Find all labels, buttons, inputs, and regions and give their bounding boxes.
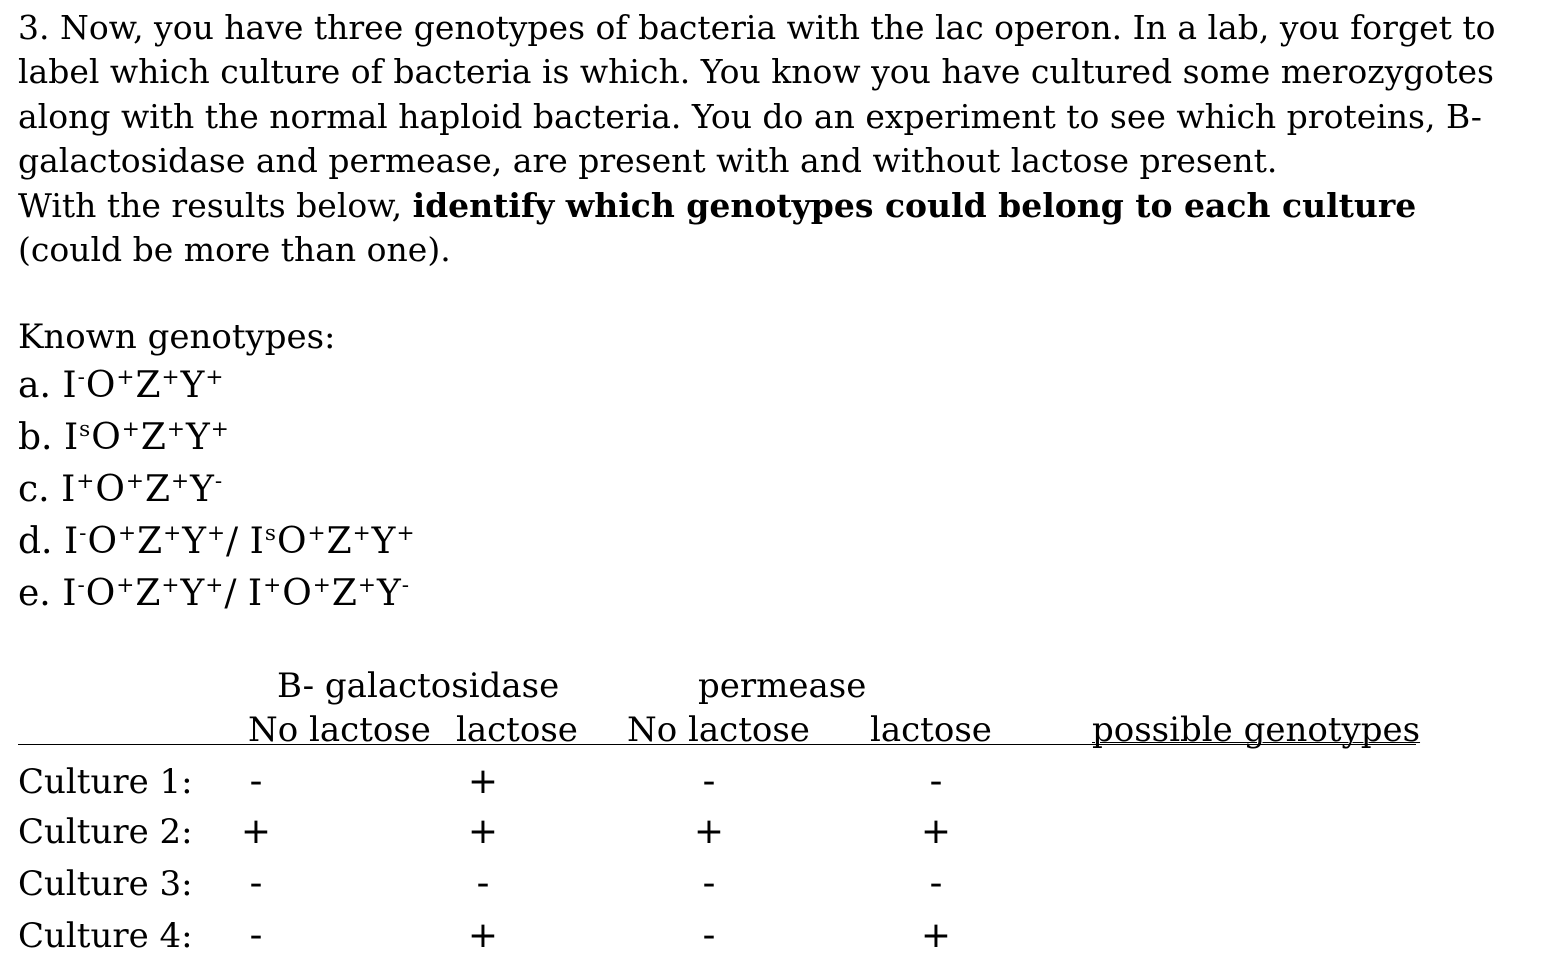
genotype-allele: -: [401, 572, 409, 598]
genotype-allele: +: [307, 520, 326, 546]
genotype-allele: +: [206, 520, 226, 546]
genotype-gene: I: [62, 365, 77, 406]
genotype-gene: O: [85, 365, 116, 406]
instruction-bold: identify which genotypes could belong to each culture: [412, 185, 1417, 225]
row-label: Culture 1:: [18, 762, 193, 802]
genotype-gene: Y: [180, 573, 205, 614]
genotype-allele: +: [117, 520, 137, 546]
genotype-allele: +: [116, 572, 135, 598]
genotype-gene: O: [276, 521, 307, 562]
genotype-letter: e.: [18, 573, 63, 614]
genotype-gene: Z: [145, 469, 171, 510]
genotype-gene: O: [95, 469, 125, 510]
table-rule: [18, 744, 1416, 745]
genotype-allele: -: [214, 468, 223, 494]
col-bgal-lactose: lactose: [456, 710, 578, 750]
header-bgal: B- galactosidase: [277, 666, 560, 706]
genotype-allele: +: [312, 572, 331, 598]
genotype-gene: Y: [371, 521, 396, 562]
table-cell: -: [702, 915, 716, 956]
genotype-gene: /: [226, 521, 250, 562]
table-cell: +: [467, 811, 499, 852]
genotype-allele: +: [171, 468, 190, 494]
genotype-letter: c.: [18, 469, 62, 510]
table-cell: -: [249, 761, 263, 802]
genotype-gene: O: [87, 521, 117, 562]
genotype-allele: +: [125, 468, 144, 494]
row-label: Culture 2:: [18, 812, 193, 852]
genotype-allele: +: [352, 520, 371, 546]
col-bgal-no-lactose: No lactose: [248, 710, 431, 750]
genotype-letter: b.: [18, 417, 64, 458]
table-cell: +: [467, 761, 499, 802]
table-cell: -: [249, 915, 263, 956]
table-cell: +: [920, 915, 952, 956]
genotype-gene: I: [63, 521, 79, 562]
genotype-gene: Y: [190, 469, 214, 510]
genotype-gene: Z: [137, 521, 163, 562]
genotype-allele: +: [116, 364, 135, 390]
genotype-allele: +: [161, 364, 180, 390]
genotype-letter: d.: [18, 521, 64, 562]
genotype-allele: +: [210, 416, 229, 442]
col-perm-lactose: lactose: [870, 710, 992, 750]
genotype-gene: Y: [180, 365, 205, 406]
genotype-allele: +: [205, 572, 224, 598]
genotype-allele: -: [77, 572, 85, 598]
row-label: Culture 4:: [18, 916, 193, 956]
genotype-allele: +: [76, 468, 95, 494]
genotype-gene: I: [62, 573, 77, 614]
header-permease: permease: [698, 666, 867, 706]
genotype-gene: O: [85, 573, 116, 614]
genotype-allele: -: [79, 520, 87, 546]
table-cell: -: [249, 863, 263, 904]
genotype-allele: +: [121, 416, 140, 442]
genotype-letter: a.: [18, 365, 63, 406]
genotype-gene: Z: [135, 365, 161, 406]
instruction-before: With the results below,: [18, 185, 413, 225]
table-cell: +: [467, 915, 499, 956]
genotype-allele: +: [166, 416, 185, 442]
genotype-allele: -: [77, 364, 85, 390]
genotype-gene: O: [282, 573, 312, 614]
table-cell: -: [476, 863, 490, 904]
question-number: 3.: [18, 8, 50, 47]
genotype-allele: s: [79, 416, 91, 442]
table-cell: -: [929, 863, 943, 904]
genotype-gene: I: [247, 573, 263, 614]
genotype-allele: +: [396, 520, 415, 546]
genotype-gene: I: [63, 417, 79, 458]
table-cell: -: [702, 863, 716, 904]
genotype-gene: I: [249, 521, 264, 562]
col-possible-genotypes: possible genotypes: [1092, 710, 1421, 750]
genotype-allele: +: [205, 364, 224, 390]
genotype-allele: +: [161, 572, 180, 598]
known-genotypes-heading: Known genotypes:: [18, 317, 336, 357]
genotype-gene: Z: [140, 417, 166, 458]
genotype-gene: Z: [135, 573, 161, 614]
row-label: Culture 3:: [18, 864, 193, 904]
genotype-gene: Y: [182, 521, 206, 562]
genotype-gene: Z: [331, 573, 357, 614]
genotype-allele: +: [163, 520, 182, 546]
table-cell: -: [702, 761, 716, 802]
genotype-gene: Y: [376, 573, 401, 614]
genotype-gene: O: [91, 417, 121, 458]
instruction-after: (could be more than one).: [18, 230, 451, 270]
table-cell: +: [240, 811, 272, 852]
genotype-allele: s: [264, 520, 276, 546]
table-cell: -: [929, 761, 943, 802]
genotype-allele: +: [263, 572, 282, 598]
genotype-allele: +: [357, 572, 376, 598]
genotype-gene: /: [224, 573, 248, 614]
genotype-gene: Y: [185, 417, 210, 458]
table-cell: +: [693, 811, 725, 852]
genotype-gene: Z: [326, 521, 352, 562]
question-intro: Now, you have three genotypes of bacteria with the lac operon. In a lab, you forget to label which culture of bacteria is which. You know you have cultured some merozygotes along with the normal haploid bacteria. You do an experiment to see which proteins, B-galactosidase and permease, are present with and without lactose present.: [18, 8, 1496, 181]
col-perm-no-lactose: No lactose: [627, 710, 810, 750]
genotype-gene: I: [61, 469, 76, 510]
table-cell: +: [920, 811, 952, 852]
